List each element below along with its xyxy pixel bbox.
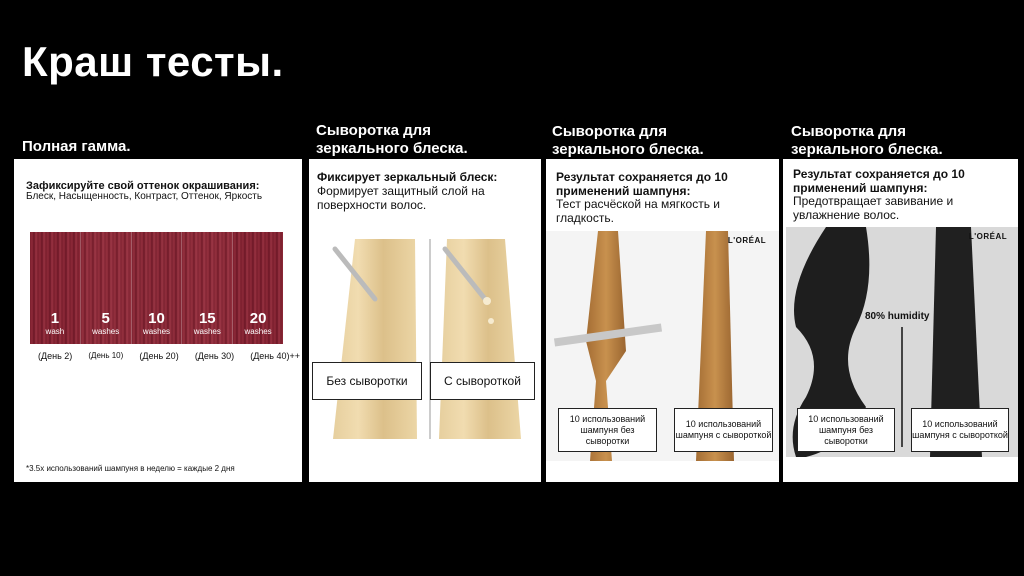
label-3-with-serum: 10 использований шампуня с сывороткой	[674, 408, 773, 452]
brand-logo: L'ORÉAL	[968, 232, 1008, 241]
hair-sample-photo	[315, 239, 537, 439]
swatch-number: 20	[249, 310, 267, 327]
footnote: *3.5x использований шампуня в неделю = каждые 2 дня	[26, 464, 235, 473]
swatch-label: washes	[142, 327, 171, 336]
humidity-label: 80% humidity	[865, 311, 930, 322]
card-full-range	[14, 159, 302, 482]
day-label: (День 40)++	[250, 351, 300, 361]
swatch-number: 1	[50, 310, 60, 327]
column-2-header: Сыворотка для зеркального блеска.	[316, 122, 468, 157]
swatch-label: washes	[92, 327, 120, 336]
swatch-15	[182, 232, 233, 344]
swatch-number: 10	[148, 310, 165, 327]
card-humidity-test	[783, 159, 1018, 482]
column-3-header: Сыворотка для зеркального блеска.	[552, 123, 704, 158]
label-4-with-serum: 10 использований шампуня с сывороткой	[911, 408, 1009, 452]
card-3-subtitle: Результат сохраняется до 10 применений шампуня:	[556, 170, 728, 198]
swatch-1	[30, 232, 81, 344]
swatch-label: washes	[244, 327, 272, 336]
day-label: (День 10)	[88, 351, 124, 360]
slide-title: Краш тесты.	[22, 38, 284, 85]
label-without-serum: Без сыворотки	[312, 362, 422, 400]
swatch-number: 15	[198, 310, 216, 327]
day-labels	[30, 351, 300, 361]
swatch-label: wash	[45, 327, 65, 336]
swatch-10	[132, 232, 183, 344]
column-4-header: Сыворотка для зеркального блеска.	[791, 123, 943, 158]
card-4-body: Предотвращает завивание и увлажнение волос.	[793, 194, 954, 222]
swatch-5	[81, 232, 132, 344]
card-2-body: Формирует защитный слой на поверхности волос.	[317, 184, 485, 212]
swatch-20	[233, 232, 283, 344]
color-swatch-strip	[30, 232, 283, 344]
swatch-number: 5	[101, 310, 110, 327]
day-label: (День 2)	[38, 351, 73, 361]
label-with-serum: С сывороткой	[430, 362, 535, 400]
day-label: (День 20)	[139, 351, 179, 361]
card-4-subtitle: Результат сохраняется до 10 применений шампуня:	[793, 167, 965, 195]
swatch-label: washes	[193, 327, 221, 336]
brand-logo: L'ORÉAL	[727, 236, 767, 245]
label-4-without-serum: 10 использований шампуня без сыворотки	[797, 408, 895, 452]
card-2-subtitle: Фиксирует зеркальный блеск:	[317, 170, 498, 184]
column-1-header: Полная гамма.	[22, 138, 131, 155]
day-label: (День 30)	[194, 351, 235, 361]
label-3-without-serum: 10 использований шампуня без сыворотки	[558, 408, 657, 452]
card-comb-test	[546, 159, 779, 482]
card-serum-shine	[309, 159, 541, 482]
card-1-body: Блеск, Насыщенность, Контраст, Оттенок, Яркость	[26, 191, 263, 202]
card-1-subtitle: Зафиксируйте свой оттенок окрашивания:	[26, 180, 260, 192]
card-3-body: Тест расчёской на мягкость и гладкость.	[556, 197, 720, 225]
